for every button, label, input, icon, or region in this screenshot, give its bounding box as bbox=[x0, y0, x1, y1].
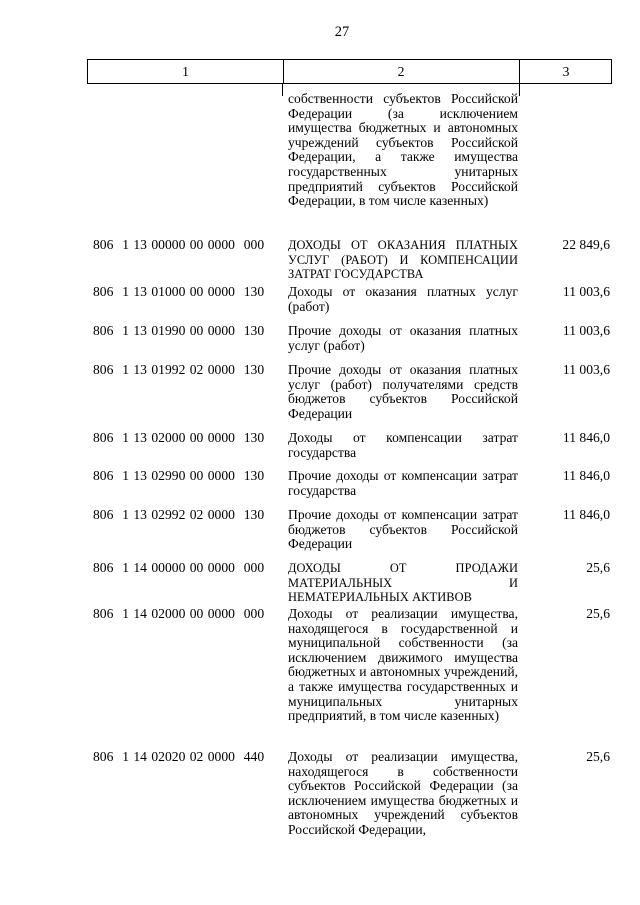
revenue-amount: 11 846,0 bbox=[562, 507, 610, 522]
revenue-code: 806 1 14 02000 00 0000 000 bbox=[93, 606, 265, 621]
revenue-description: Доходы от компенсации затрат государства bbox=[288, 430, 518, 460]
revenue-description: ДОХОДЫ ОТ ПРОДАЖИ МАТЕРИАЛЬНЫХ И НЕМАТЕРИАЛЬНЫХ АКТИВОВ bbox=[288, 561, 518, 605]
revenue-description: Доходы от реализации имущества, находящегося в собственности субъектов Российской Федерации (за исключением имущества бюджетных и автономных учреждений субъектов Российской Федерации, bbox=[288, 749, 518, 837]
revenue-amount: 22 849,6 bbox=[562, 237, 610, 252]
revenue-code: 806 1 14 02020 02 0000 440 bbox=[93, 749, 265, 764]
revenue-amount: 11 846,0 bbox=[562, 468, 610, 483]
revenue-amount: 25,6 bbox=[586, 606, 610, 621]
column-divider bbox=[282, 84, 283, 96]
revenue-amount: 11 846,0 bbox=[562, 430, 610, 445]
revenue-code: 806 1 13 01992 02 0000 130 bbox=[93, 362, 265, 377]
revenue-description: Прочие доходы от оказания платных услуг (работ) получателями средств бюджетов субъектов Российской Федерации bbox=[288, 362, 518, 421]
column-divider bbox=[519, 84, 520, 96]
revenue-amount: 11 003,6 bbox=[562, 284, 610, 299]
revenue-amount: 25,6 bbox=[586, 560, 610, 575]
revenue-description: Доходы от оказания платных услуг (работ) bbox=[288, 284, 518, 314]
revenue-description: ДОХОДЫ ОТ ОКАЗАНИЯ ПЛАТНЫХ УСЛУГ (РАБОТ) И КОМПЕНСАЦИИ ЗАТРАТ ГОСУДАРСТВА bbox=[288, 238, 518, 282]
revenue-amount: 11 003,6 bbox=[562, 323, 610, 338]
header-col-3: 3 bbox=[562, 64, 570, 79]
revenue-description: Прочие доходы от оказания платных услуг (работ) bbox=[288, 323, 518, 353]
revenue-amount: 25,6 bbox=[586, 749, 610, 764]
revenue-code: 806 1 13 00000 00 0000 000 bbox=[93, 237, 265, 252]
continuation-text: собственности субъектов Российской Федерации (за исключением имущества бюджетных и автономных учреждений субъектов Российской Федерации, а также имущества государственных унитарных предприятий субъектов Российской Федерации, в том числе казенных) bbox=[288, 91, 518, 209]
revenue-amount: 11 003,6 bbox=[562, 362, 610, 377]
revenue-description: Прочие доходы от компенсации затрат бюджетов субъектов Российской Федерации bbox=[288, 507, 518, 552]
revenue-code: 806 1 13 02992 02 0000 130 bbox=[93, 507, 265, 522]
page-number: 27 bbox=[334, 24, 350, 40]
table-header bbox=[87, 59, 612, 84]
revenue-code: 806 1 13 02000 00 0000 130 bbox=[93, 430, 265, 445]
revenue-description: Прочие доходы от компенсации затрат государства bbox=[288, 468, 518, 498]
header-col-2: 2 bbox=[283, 60, 520, 83]
revenue-code: 806 1 14 00000 00 0000 000 bbox=[93, 560, 265, 575]
revenue-description: Доходы от реализации имущества, находящегося в государственной и муниципальной собственности (за исключением движимого имущества бюджетных и автономных учреждений, а также имущества государственных и муниципальных унитарных предприятий, в том числе казенных) bbox=[288, 606, 518, 724]
header-col-1: 1 bbox=[88, 60, 284, 83]
revenue-code: 806 1 13 01000 00 0000 130 bbox=[93, 284, 265, 299]
revenue-code: 806 1 13 01990 00 0000 130 bbox=[93, 323, 265, 338]
revenue-code: 806 1 13 02990 00 0000 130 bbox=[93, 468, 265, 483]
